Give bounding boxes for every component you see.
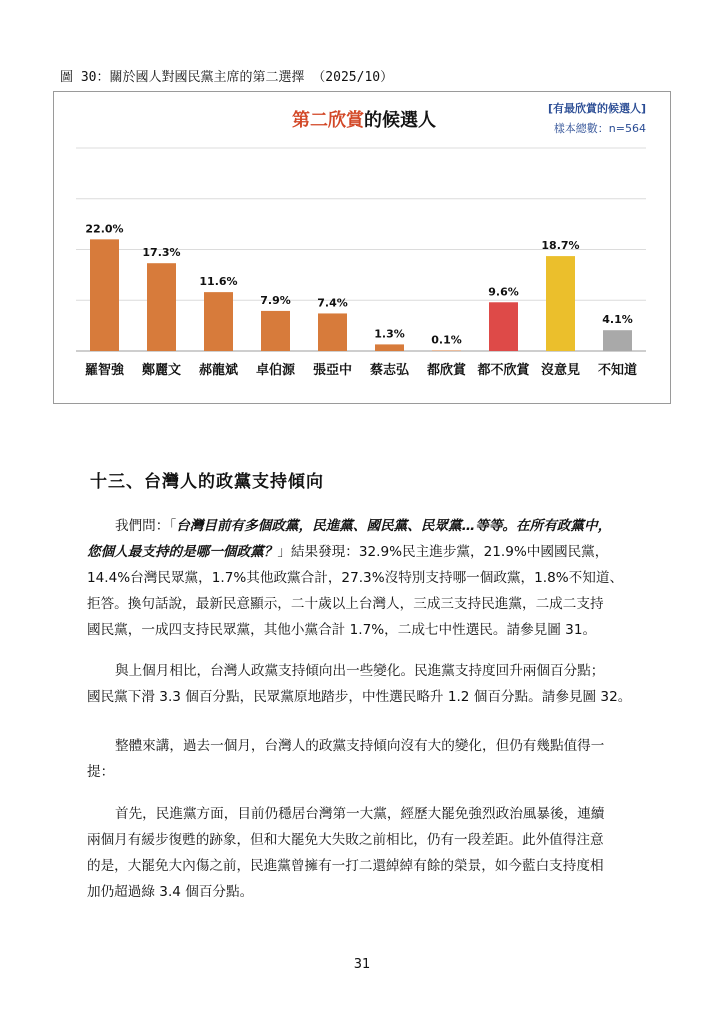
chart-category-labels: [85, 362, 637, 378]
p1-line-5: 國民黨，一成四支持民眾黨，其他小黨合計 1.7%，二成七中性選民。請參見圖 31。: [87, 622, 597, 638]
paragraph-3: [87, 733, 647, 785]
value-label-5: 7.4%: [317, 296, 348, 310]
p1-line-3: 14.4%台灣民眾黨，1.7%其他政黨合計，27.3%沒特別支持哪一個政黨，1.8%不知道、: [87, 570, 624, 586]
p4-line-2: 兩個月有緩步復甦的跡象，但和大罷免大失敗之前相比，仍有一段差距。此外值得注意: [87, 832, 604, 848]
page-number: 31: [353, 957, 371, 972]
p4-line-4: 加仍超過綠 3.4 個百分點。: [87, 884, 254, 900]
bar-7: [432, 350, 461, 351]
paragraph-4: [87, 801, 647, 905]
p2-line-1: 與上個月相比，台灣人政黨支持傾向出一些變化。民進黨支持度回升兩個百分點；: [115, 663, 605, 679]
bar-chart: [54, 92, 670, 403]
category-label-2: 鄭麗文: [141, 363, 182, 378]
category-label-10: 不知道: [597, 363, 638, 378]
section-title: 十三、台灣人的政黨支持傾向: [90, 472, 324, 492]
category-label-1: 羅智強: [84, 363, 125, 378]
p4-line-1: 首先，民進黨方面，目前仍穩居台灣第一大黨，經歷大罷免強烈政治風暴後，連續: [115, 806, 605, 822]
value-label-6: 1.3%: [374, 327, 405, 341]
paragraph-1: [87, 513, 647, 643]
bar-8: [489, 302, 518, 351]
bar-9: [546, 256, 575, 351]
p1-question-2: 您個人最支持的是哪一個政黨？: [87, 544, 278, 560]
paragraph-2: [87, 658, 647, 710]
category-label-9: 沒意見: [540, 363, 581, 378]
bar-10: [603, 330, 632, 351]
value-label-7: 0.1%: [431, 333, 462, 347]
bar-5: [318, 313, 347, 351]
chart-subtitle-sample-size: 樣本總數：n=564: [553, 122, 646, 135]
value-label-2: 17.3%: [142, 246, 181, 260]
value-label-9: 18.7%: [541, 239, 580, 253]
p1-intro: 我們問：「: [115, 518, 177, 534]
category-label-6: 蔡志弘: [369, 363, 410, 378]
p4-line-3: 的是，大罷免大內傷之前，民進黨曾擁有一打二還綽綽有餘的榮景，如今藍白支持度相: [87, 858, 604, 874]
p2-line-2: 國民黨下滑 3.3 個百分點，民眾黨原地踏步，中性選民略升 1.2 個百分點。請參見圖 32。: [87, 689, 632, 705]
value-label-3: 11.6%: [199, 275, 238, 289]
bar-6: [375, 344, 404, 351]
category-label-8: 都不欣賞: [477, 363, 530, 378]
value-label-10: 4.1%: [602, 313, 633, 327]
category-label-7: 都欣賞: [426, 363, 467, 378]
value-label-8: 9.6%: [488, 285, 519, 299]
bar-2: [147, 263, 176, 351]
figure-caption: 圖 30：關於國人對國民黨主席的第二選擇 （2025/10）: [60, 70, 394, 85]
chart-subtitle-sample-note: [有最欣賞的候選人]: [547, 102, 646, 115]
category-label-5: 張亞中: [312, 363, 353, 378]
value-label-1: 22.0%: [85, 222, 124, 236]
p1-line-4: 拒答。換句話說，最新民意顯示，二十歲以上台灣人，三成三支持民進黨，二成二支持: [87, 596, 604, 612]
chart-title: [292, 109, 436, 131]
chart-title-accent: 第二欣賞: [292, 110, 364, 131]
value-label-4: 7.9%: [260, 293, 291, 307]
p3-line-2: 提：: [87, 764, 115, 780]
bar-3: [204, 292, 233, 351]
chart-title-rest: 的候選人: [364, 110, 436, 131]
bar-4: [261, 311, 290, 351]
category-label-4: 卓伯源: [255, 363, 296, 378]
p1-result: 」結果發現：32.9%民主進步黨，21.9%中國國民黨，: [277, 544, 609, 560]
chart-frame: [53, 91, 671, 404]
category-label-3: 郝龍斌: [198, 363, 239, 378]
bar-1: [90, 239, 119, 351]
p3-line-1: 整體來講，過去一個月，台灣人的政黨支持傾向沒有大的變化，但仍有幾點值得一: [115, 738, 605, 754]
p1-question-1: 台灣目前有多個政黨，民進黨、國民黨、民眾黨…等等。在所有政黨中，: [176, 518, 612, 534]
